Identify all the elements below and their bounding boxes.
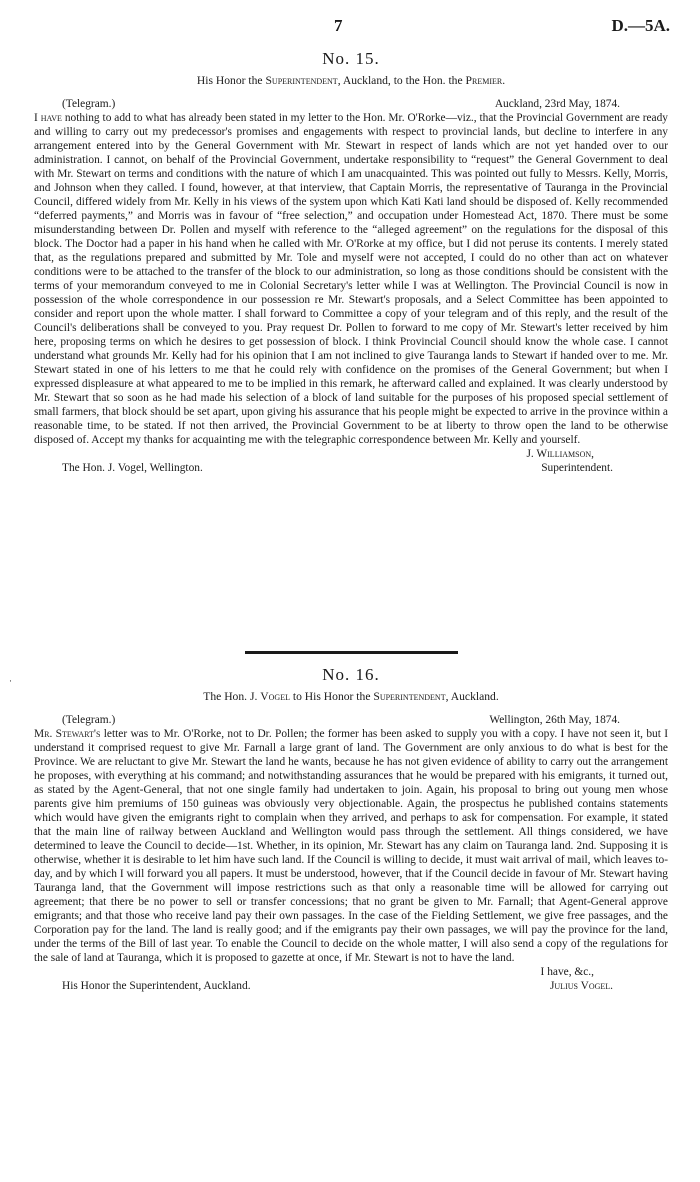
letter-type: (Telegram.) [62, 714, 116, 726]
letter-type: (Telegram.) [62, 98, 116, 110]
opening-words: I have [34, 112, 62, 124]
closing: I have, &c., [540, 966, 594, 978]
document-reference: D.—5A. [611, 16, 670, 35]
place-date: Wellington, 26th May, 1874. [489, 714, 620, 726]
place-date: Auckland, 23rd May, 1874. [494, 98, 620, 110]
addressee: His Honor the Superintendent, Auckland. [62, 980, 251, 992]
signature-title: Superintendent. [541, 462, 613, 474]
signature: Julius Vogel. [549, 980, 613, 992]
letter-no-15 [34, 49, 668, 475]
letter-number: No. 16. [322, 665, 380, 684]
letter-heading: His Honor the Superintendent, Auckland, to the Hon. the Premier. [196, 74, 506, 87]
address-row [34, 979, 668, 993]
section-divider [245, 651, 458, 654]
signature: J. Williamson, [526, 448, 594, 460]
page-number: 7 [334, 16, 343, 35]
signature-line [34, 447, 668, 461]
opening-words: Mr. Stewart's [34, 728, 101, 740]
closing-line [34, 965, 668, 979]
letter-heading: The Hon. J. Vogel to His Honor the Superintendent, Auckland. [203, 690, 499, 703]
letter-body: Mr. Stewart's letter was to Mr. O'Rorke, not to Dr. Pollen; the former has been asked to supply you with a copy. I have not seen it, but I understand it comprised request to give Mr. Farnall a large grant of land. The Government are only anxious to do what is best for the Province. We are reluctant to give Mr. Stewart the land he wants, because he has not given evidence of ability to carry out the arrangement he proposes, with everything at his command; and notwithstanding assurances that he would be prepared with his emigrants, it turned out, as stated by the Agent-General, that not one single family had undertaken to join. Again, his proposal to bring out young men whose parents give him premiums of 150 guineas was obviously very objectionable. Again, the prospectus he published contains statements which would have given the emigrants right to complain when they arrived, and perhaps to ask for compensation. For example, it stated that the main line of railway between Auckland and Wellington would pass through the settlement. All things considered, we have determined to leave the Council to decide—1st. Whether, in its opinion, Mr. Stewart has any claim on Tauranga land. 2nd. Supposing it is otherwise, whether it is desirable to let him have such land. If the Council is willing to decide, it must wait arrival of mail, which leaves to-day, and by which I will forward you all papers. It must be understood, however, that if the Council decide in favour of Mr. Stewart having Tauranga land, that the Government will impose restrictions such as that only a reasonable time will be allowed for carrying out agreement; that there be no power to sell or transfer concessions; that no grant be given to Mr. Farnall; that Agent-General approve emigrants; and that those who receive land pay their own passages. In the case of the Fielding Settlement, we give free passages, and the Corporation pay for the land. The land is really good; and if the emigrants pay their own passages, we will pay the province for the land, under the terms of the Bill of last year. To enable the Council to decide on the whole matter, I will also send a copy of the regulations for the sale of land at Tauranga, which it is proposed to gazette at once, if Mr. Stewart is not to have the land. [34, 728, 668, 964]
heading-recipient: Premier [465, 74, 503, 87]
letter-meta [34, 713, 668, 727]
address-row [34, 461, 668, 475]
heading-sender: Superintendent [265, 74, 338, 87]
addressee: The Hon. J. Vogel, Wellington. [62, 462, 203, 474]
heading-sender: Vogel [260, 690, 290, 703]
letter-number: No. 15. [322, 49, 380, 68]
letter-body: I have nothing to add to what has already been stated in my letter to the Hon. Mr. O'Rorke—viz., that the Provincial Government are ready and willing to carry out my predecessor's promises and engagements with respect to provincial lands, but decline to interfere in any arrangement entered into by the General Government with Mr. Stewart in respect of lands which are not yet handed over to our administration. I cannot, on behalf of the Provincial Government, undertake responsibility to “request” the General Government to deal with Mr. Stewart on terms and conditions with the nature of which I am unacquainted. This was pointed out fully to Messrs. Kelly, Morris, and Johnson when they called. I found, however, at that interview, that Captain Morris, the representative of Tauranga in the Provincial Council, differed widely from Mr. Kelly in his views of the system upon which Kati Kati land should be disposed of. Kelly recommended “deferred payments,” and Morris was in favour of “free selection,” and occupation under Homestead Act, 1870. There must be some misunderstanding between Dr. Pollen and myself with reference to the “alleged agreement” on the regulations for the disposal of this block. The Doctor had a paper in his hand when he called with Mr. O'Rorke at my office, but I did not peruse its contents. I merely stated that, as the regulations prepared and submitted by Mr. Tole and myself were not accepted, I could do no other than act on whatever conditions were to be attached to the transfer of the block to our administration, so long as those conditions should be consistent with the terms of your memorandum conveyed to me in Colonial Secretary's letter while I was at Wellington. The Provincial Council is now in possession of the whole correspondence in our possession re Mr. Stewart's proposals, and a Select Committee has been appointed to consider and report upon the whole matter. I shall forward to Committee a copy of your telegram and of this reply, and the result of the Council's deliberations shall be conveyed to you. Pray request Dr. Pollen to forward to me copy of Mr. Stewart's letter received by him here, proposing terms on which he desires to get possession of block. I think Provincial Council should know the whole case. I cannot understand what grounds Mr. Kelly had for his opinion that I am not inclined to give Tauranga lands to Stewart if handed over to me. Mr. Stewart stated in one of his letters to me that he could rely with confidence on the promises of the General Government; but when I expressed displeasure at what appeared to me to be implied in this remark, he afterward called and explained. It was clearly understood by Mr. Stewart that so soon as he had made his selection of a block of land suitable for the purposes of his proposed special settlement of small farmers, that block should be set apart, upon giving his assurance that his people might be expected to arrive in the province within a reasonable time, to be stated. If not then arrived, the Provincial Government to be at liberty to throw open the land to be otherwise disposed of. Accept my thanks for acquainting me with the telegraphic correspondence between Mr. Kelly and yourself. [34, 112, 668, 446]
letter-meta [34, 97, 668, 111]
heading-recipient: Superintendent [373, 690, 446, 703]
margin-mark: · [9, 676, 12, 686]
letter-no-16 [34, 665, 668, 993]
